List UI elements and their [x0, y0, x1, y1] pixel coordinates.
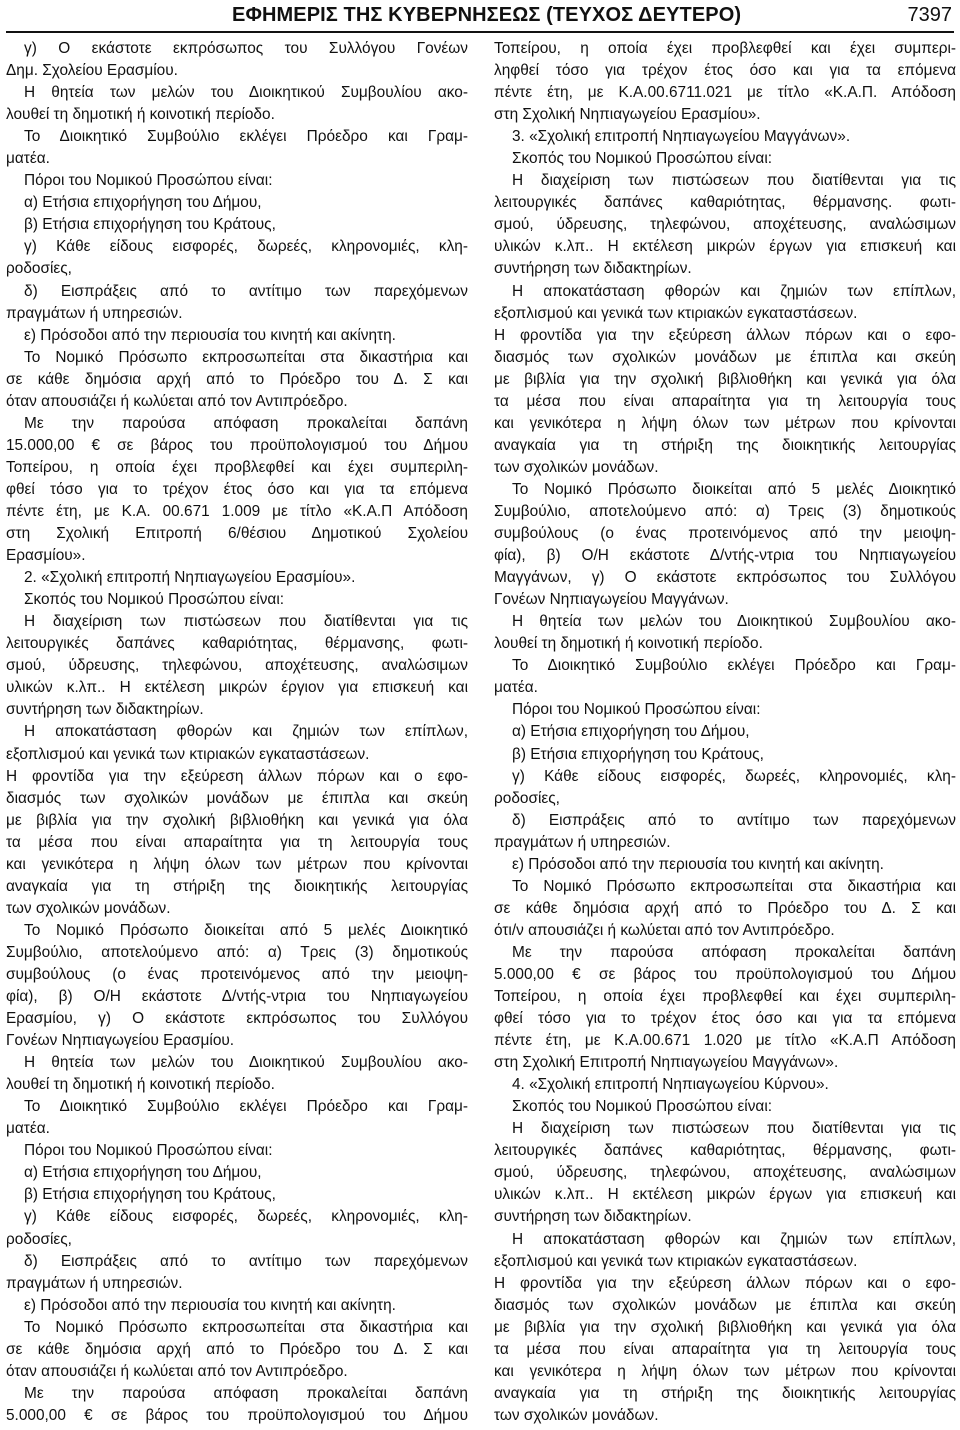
text-line: στη Σχολική Νηπιαγωγείου Ερασμίου».	[494, 106, 761, 124]
text-line: 5.000,00 € σε βάρος του προϋπολογισμού του Δήμου	[6, 1406, 468, 1424]
text-line: σμού, ύδρευσης, τηλεφώνου, αποχέτευσης, αναλώσιμων	[6, 657, 468, 675]
text-line: Η αποκατάσταση φθορών και ζημιών των επίπλων,	[512, 1230, 956, 1248]
text-line: Το Διοικητικό Συμβούλιο εκλέγει Πρόεδρο και Γραμ-	[512, 657, 956, 675]
text-line: Πόροι του Νομικού Προσώπου είναι:	[24, 1142, 273, 1160]
text-line: όταν απουσιάζει ή κωλύεται από τον Αντιπρόεδρο.	[6, 1362, 348, 1380]
text-line: Δημ. Σχολείου Ερασμίου.	[6, 62, 178, 80]
right-text-column	[494, 38, 956, 1427]
text-line: Το Νομικό Πρόσωπο εκπροσωπείται στα δικαστήρια και	[24, 348, 468, 366]
text-line: Πόροι του Νομικού Προσώπου είναι:	[512, 701, 761, 719]
text-line: συμβούλους (ο ένας προτεινόμενος από την μειοψη-	[6, 965, 468, 983]
text-line: α) Ετήσια επιχορήγηση του Δήμου,	[512, 723, 750, 741]
text-line: Η θητεία των μελών του Διοικητικού Συμβουλίου ακο-	[24, 1054, 468, 1072]
text-line: και γενικότερα η λήψη όλων των μέτρων που κρίνονται	[6, 855, 468, 873]
text-line: α) Ετήσια επιχορήγηση του Δήμου,	[24, 194, 262, 212]
text-line: Το Νομικό Πρόσωπο διοικείται από 5 μελές Διοικητικό	[512, 480, 956, 498]
text-line: Ερασμίου».	[6, 547, 86, 565]
text-line: 4. «Σχολική επιτροπή Νηπιαγωγείου Κύρνου».	[512, 1076, 829, 1094]
text-line: Συμβούλιο, αποτελούμενο από: α) Τρεις (3) δημοτικούς	[6, 943, 468, 961]
text-line: πραγμάτων ή υπηρεσιών.	[494, 833, 671, 851]
text-line: Η φροντίδα για την εξεύρεση άλλων πόρων και ο εφο-	[494, 326, 956, 344]
page-number: 7397	[907, 4, 952, 26]
text-line: 5.000,00 € σε βάρος του προϋπολογισμού του Δήμου	[494, 965, 956, 983]
text-line: Το Διοικητικό Συμβούλιο εκλέγει Πρόεδρο και Γραμ-	[24, 128, 468, 146]
text-line: σε κάθε δημόσια αρχή από το Πρόεδρο του Δ. Σ και	[6, 1340, 468, 1358]
text-line: πραγμάτων ή υπηρεσιών.	[6, 304, 183, 322]
text-line: ε) Πρόσοδοι από την περιουσία του κινητή και ακίνητη.	[512, 855, 884, 873]
text-line: Η αποκατάσταση φθορών και ζημιών των επίπλων,	[24, 723, 468, 741]
text-line: λουθεί τη δημοτική ή κοινοτική περίοδο.	[6, 106, 275, 124]
text-line: Η διαχείριση των πιστώσεων που διατίθενται για τις	[24, 613, 468, 631]
text-line: πέντε έτη, με Κ.Α.00.6711.021 με τίτλο «Κ.Α.Π. Απόδοση	[494, 84, 956, 102]
text-line: διασμός των σχολικών μονάδων με έπιπλα και σκεύη	[494, 1296, 956, 1314]
text-line: σμού, ύδρευσης, τηλεφώνου, αποχέτευσης, αναλώσιμων	[494, 216, 956, 234]
text-line: Το Νομικό Πρόσωπο εκπροσωπείται στα δικαστήρια και	[24, 1318, 468, 1336]
text-line: και γενικότερα η λήψη όλων των μέτρων που κρίνονται	[494, 1362, 956, 1380]
text-line: με βιβλία για την σχολική βιβλιοθήκη και γενικά για όλα	[494, 370, 956, 388]
text-line: συντήρηση των διδακτηρίων.	[494, 1208, 692, 1226]
text-line: λειτουργικές δαπάνες καθαριότητας, θέρμανσης, φωτι-	[494, 1142, 956, 1160]
text-line: γ) Κάθε είδους εισφορές, δωρεές, κληρονομιές, κλη-	[512, 767, 956, 785]
text-line: διασμός των σχολικών μονάδων με έπιπλα και σκεύη	[494, 348, 956, 366]
header-divider	[6, 31, 954, 33]
text-line: πέντε έτη, με Κ.Α.00.671 1.020 με τίτλο «Κ.Α.Π Απόδοση	[494, 1032, 956, 1050]
text-line: σε κάθε δημόσια αρχή από το Πρόεδρο του Δ. Σ και	[6, 370, 468, 388]
text-line: Γονέων Νηπιαγωγείου Μαγγάνων.	[494, 591, 729, 609]
text-line: φία), β) Ο/Η εκάστοτε Δ/ντής-ντρια του Νηπιαγωγείου	[494, 547, 956, 565]
text-line: β) Ετήσια επιχορήγηση του Κράτους,	[512, 745, 764, 763]
text-line: ματέα.	[6, 1120, 50, 1138]
text-line: Η διαχείριση των πιστώσεων που διατίθενται για τις	[512, 1120, 956, 1138]
text-line: πέντε έτη, με Κ.Α. 00.671 1.009 με τίτλο «Κ.Α.Π Απόδοση	[6, 502, 468, 520]
text-line: φθεί τόσο για το τρέχον έτος όσο και για τα επόμενα	[6, 480, 468, 498]
text-line: Η αποκατάσταση φθορών και ζημιών των επίπλων,	[512, 282, 956, 300]
text-line: τα μέσα που είναι απαραίτητα για τη λειτουργία τους	[494, 1340, 956, 1358]
text-line: ότι/ν απουσιάζει ή κωλύεται από τον Αντιπρόεδρο.	[494, 921, 835, 939]
text-line: των σχολικών μονάδων.	[494, 1406, 659, 1424]
text-line: εξοπλισμού και γενικά των κτιριακών εγκαταστάσεων.	[494, 1252, 858, 1270]
text-line: Πόροι του Νομικού Προσώπου είναι:	[24, 172, 273, 190]
text-line: φία), β) Ο/Η εκάστοτε Δ/ντής-ντρια του Νηπιαγωγείου	[6, 988, 468, 1006]
text-line: ροδοσίες,	[6, 1230, 72, 1248]
left-text-column	[6, 38, 468, 1427]
text-line: Σκοπός του Νομικού Προσώπου είναι:	[512, 150, 773, 168]
text-line: φθεί τόσο για το τρέχον έτος όσο και για τα επόμενα	[494, 1010, 956, 1028]
text-line: σε κάθε δημόσια αρχή από το Πρόεδρο του Δ. Σ και	[494, 899, 956, 917]
text-line: συντήρηση των διδακτηρίων.	[494, 260, 692, 278]
text-line: τα μέσα που είναι απαραίτητα για τη λειτουργία τους	[494, 392, 956, 410]
text-line: Τοπείρου, η οποία έχει προβλεφθεί και έχει συμπερι-	[494, 40, 956, 57]
text-line: β) Ετήσια επιχορήγηση του Κράτους,	[24, 1186, 276, 1204]
text-line: τα μέσα που είναι απαραίτητα για τη λειτουργία τους	[6, 833, 468, 851]
text-line: αναγκαία για τη στήριξη της διοικητικής λειτουργίας	[6, 877, 468, 895]
text-line: ματέα.	[6, 150, 50, 168]
text-line: Σκοπός του Νομικού Προσώπου είναι:	[512, 1098, 773, 1116]
text-line: Με την παρούσα απόφαση προκαλείται δαπάνη	[24, 414, 468, 432]
text-line: 2. «Σχολική επιτροπή Νηπιαγωγείου Ερασμίου».	[24, 569, 356, 587]
text-line: Ερασμίου, γ) Ο εκάστοτε εκπρόσωπος του Συλλόγου	[6, 1010, 468, 1028]
text-line: Η θητεία των μελών του Διοικητικού Συμβουλίου ακο-	[24, 84, 468, 102]
text-line: λειτουργικές δαπάνες καθαριότητας, θέρμανσης. φωτι-	[494, 194, 956, 212]
text-line: ροδοσίες,	[494, 789, 560, 807]
text-line: ε) Πρόσοδοι από την περιουσία του κινητή και ακίνητη.	[24, 1296, 396, 1314]
text-line: λουθεί τη δημοτική ή κοινοτική περίοδο.	[6, 1076, 275, 1094]
text-line: ε) Πρόσοδοι από την περιουσία του κινητή και ακίνητη.	[24, 326, 396, 344]
text-line: Η φροντίδα για την εξεύρεση άλλων πόρων και ο εφο-	[6, 767, 468, 785]
text-line: συμβούλους (ο ένας προτεινόμενος από την μειοψη-	[494, 525, 956, 543]
text-line: Με την παρούσα απόφαση προκαλείται δαπάνη	[512, 943, 956, 961]
text-line: ματέα.	[494, 679, 538, 697]
text-line: β) Ετήσια επιχορήγηση του Κράτους,	[24, 216, 276, 234]
text-line: γ) Κάθε είδους εισφορές, δωρεές, κληρονομιές, κλη-	[24, 238, 468, 256]
text-line: δ) Εισπράξεις από το αντίτιμο των παρεχόμενων	[24, 1252, 468, 1270]
text-line: Τοπείρου, η οποία έχει προβλεφθεί και έχει συμπεριλη-	[494, 988, 956, 1006]
text-line: συντήρηση των διδακτηρίων.	[6, 701, 204, 719]
text-line: Γονέων Νηπιαγωγείου Ερασμίου.	[6, 1032, 235, 1050]
text-line: Το Νομικό Πρόσωπο διοικείται από 5 μελές Διοικητικό	[24, 921, 468, 939]
text-line: των σχολικών μονάδων.	[494, 458, 659, 476]
text-line: Το Διοικητικό Συμβούλιο εκλέγει Πρόεδρο και Γραμ-	[24, 1098, 468, 1116]
text-line: και γενικότερα η λήψη όλων των μέτρων που κρίνονται	[494, 414, 956, 432]
text-line: 3. «Σχολική επιτροπή Νηπιαγωγείου Μαγγάνων».	[512, 128, 851, 146]
page-header	[0, 0, 960, 34]
text-line: με βιβλία για την σχολική βιβλιοθήκη και γενικά για όλα	[6, 811, 468, 829]
text-line: λουθεί τη δημοτική ή κοινοτική περίοδο.	[494, 635, 763, 653]
text-line: υλικών κ.λπ.. Η εκτέλεση μικρών έργιον για επισκευή και	[6, 679, 468, 697]
text-line: Το Νομικό Πρόσωπο εκπροσωπείται στα δικαστήρια και	[512, 877, 956, 895]
text-line: υλικών κ.λπ.. Η εκτέλεση μικρών έργων για επισκευή και	[494, 1186, 956, 1204]
text-line: διασμός των σχολικών μονάδων με έπιπλα και σκεύη	[6, 789, 468, 807]
text-line: γ) Κάθε είδους εισφορές, δωρεές, κληρονομιές, κλη-	[24, 1208, 468, 1226]
gazette-title: ΕΦΗΜΕΡΙΣ ΤΗΣ ΚΥΒΕΡΝΗΣΕΩΣ (ΤΕΥΧΟΣ ΔΕΥΤΕΡΟ)	[232, 4, 742, 26]
text-line: Τοπείρου, η οποία έχει προβλεφθεί και έχει συμπεριλη-	[6, 458, 468, 476]
text-line: Συμβούλιο, αποτελούμενο από: α) Τρεις (3) δημοτικούς	[494, 502, 956, 520]
text-line: υλικών κ.λπ.. Η εκτέλεση μικρών έργων για επισκευή και	[494, 238, 956, 256]
text-line: Η διαχείριση των πιστώσεων που διατίθενται για τις	[512, 172, 956, 190]
text-line: Σκοπός του Νομικού Προσώπου είναι:	[24, 591, 285, 609]
text-line: Μαγγάνων, γ) Ο εκάστοτε εκπρόσωπος του Συλλόγου	[494, 569, 956, 587]
text-line: σμού, ύδρευσης, τηλεφώνου, αποχέτευσης, αναλώσιμων	[494, 1164, 956, 1182]
text-line: λειτουργικές δαπάνες καθαριότητας, θέρμανσης, φωτι-	[6, 635, 468, 653]
text-line: αναγκαία για τη στήριξη της διοικητικής λειτουργίας	[494, 436, 956, 454]
text-line: α) Ετήσια επιχορήγηση του Δήμου,	[24, 1164, 262, 1182]
text-line: ληφθεί τόσο για τρέχον έτος όσο και για τα επόμενα	[494, 62, 956, 80]
text-line: όταν απουσιάζει ή κωλύεται από τον Αντιπρόεδρο.	[6, 392, 348, 410]
text-line: Με την παρούσα απόφαση προκαλείται δαπάνη	[24, 1384, 468, 1402]
text-line: πραγμάτων ή υπηρεσιών.	[6, 1274, 183, 1292]
text-line: στη Σχολική Επιτροπή Νηπιαγωγείου Μαγγάνων».	[494, 1054, 839, 1072]
text-line: 15.000,00 € σε βάρος του προϋπολογισμού του Δήμου	[6, 436, 468, 454]
text-line: Η θητεία των μελών του Διοικητικού Συμβουλίου ακο-	[512, 613, 956, 631]
text-line: αναγκαία για τη στήριξη της διοικητικής λειτουργίας	[494, 1384, 956, 1402]
text-line: εξοπλισμού και γενικά των κτιριακών εγκαταστάσεων.	[494, 304, 858, 322]
text-line: με βιβλία για την σχολική βιβλιοθήκη και γενικά για όλα	[494, 1318, 956, 1336]
text-line: των σχολικών μονάδων.	[6, 899, 171, 917]
text-line: γ) Ο εκάστοτε εκπρόσωπος του Συλλόγου Γονέων	[24, 40, 468, 57]
text-line: στη Σχολική Επιτροπή 6/θέσιου Δημοτικού Σχολείου	[6, 525, 468, 543]
text-line: εξοπλισμού και γενικά των κτιριακών εγκαταστάσεων.	[6, 745, 370, 763]
text-line: δ) Εισπράξεις από το αντίτιμο των παρεχόμενων	[512, 811, 956, 829]
text-line: δ) Εισπράξεις από το αντίτιμο των παρεχόμενων	[24, 282, 468, 300]
text-line: ροδοσίες,	[6, 260, 72, 278]
text-line: Η φροντίδα για την εξεύρεση άλλων πόρων και ο εφο-	[494, 1274, 956, 1292]
